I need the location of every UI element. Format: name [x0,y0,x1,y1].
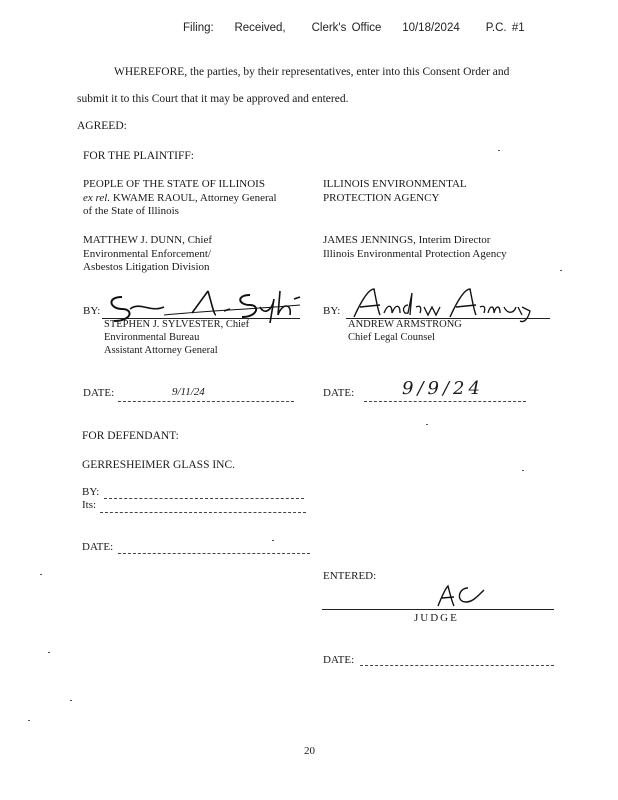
scan-speck [560,270,562,271]
scan-speck [426,424,428,425]
judge-signature-line [322,609,554,610]
plaintiff-party-block [83,178,277,219]
scan-speck [498,150,500,151]
ex-rel: ex rel. [83,191,111,204]
right-official-line-2: Illinois Environmental Protection Agency [323,247,507,260]
entered-date-label: DATE: [323,654,355,666]
scan-speck [70,700,72,701]
entered-label: ENTERED: [323,570,377,582]
left-date-line [118,401,294,402]
left-official-block [83,234,212,275]
left-signer-block [104,318,249,357]
scan-speck [40,574,42,575]
wherefore-line-2: submit it to this Court that it may be approved and entered. [77,93,349,105]
defendant-by-line [104,498,304,499]
filing-label: Filing: [183,22,214,34]
right-official-line-1: JAMES JENNINGS, Interim Director [323,234,491,246]
right-date-label: DATE: [323,387,355,399]
agency-line-2: PROTECTION AGENCY [323,191,440,204]
scan-speck [28,720,30,721]
defendant-date-line [118,553,310,554]
agency-line-1: ILLINOIS ENVIRONMENTAL [323,178,467,190]
defendant-its-label: Its: [82,499,97,511]
right-signer-title: Chief Legal Counsel [348,332,435,343]
left-signer-name: STEPHEN J. SYLVESTER, Chief [104,319,250,330]
right-by-label: BY: [323,305,341,317]
party-line-1: PEOPLE OF THE STATE OF ILLINOIS [83,178,265,190]
left-date-label: DATE: [83,387,115,399]
received-label: Received, [234,22,286,34]
defendant-by-label: BY: [82,486,100,498]
plaintiff-heading: FOR THE PLAINTIFF: [83,150,194,162]
attorney-general: KWAME RAOUL, Attorney General [112,191,277,204]
right-date-line [364,401,526,402]
wherefore-line-1: WHEREFORE, the parties, by their representatives, enter into this Consent Order and [114,66,510,78]
judge-label: JUDGE [414,612,459,624]
right-signer-name: ANDREW ARMSTRONG [348,319,462,330]
judge-initials [436,582,488,610]
filing-header [183,22,525,34]
defendant-date-label: DATE: [82,541,114,553]
left-signer-title-2: Assistant Attorney General [104,345,218,356]
agency-block [323,178,467,205]
defendant-company: GERRESHEIMER GLASS INC. [82,459,236,471]
left-official-line-3: Asbestos Litigation Division [83,261,210,273]
agreed-label: AGREED: [77,120,127,132]
filing-date: 10/18/2024 [402,22,460,34]
right-date-value: 9/9/24 [402,378,484,399]
party-line-3: of the State of Illinois [83,205,179,217]
page-number: 20 [304,745,315,757]
left-by-label: BY: [83,305,101,317]
scan-speck [522,470,524,471]
right-official-block [323,234,507,261]
right-signer-block [348,318,462,344]
left-signer-title-1: Environmental Bureau [104,332,200,343]
entered-date-line [360,665,554,666]
pc-number: P.C. #1 [485,22,525,34]
clerk-office-label: Clerk's Office [311,22,382,34]
scan-speck [272,540,274,541]
left-official-line-2: Environmental Enforcement/ [83,247,211,260]
scan-speck [48,652,50,653]
left-date-value: 9/11/24 [172,386,205,398]
party-line-2 [83,192,277,206]
defendant-heading: FOR DEFENDANT: [82,430,179,442]
defendant-its-line [100,512,306,513]
left-official-line-1: MATTHEW J. DUNN, Chief [83,234,213,246]
